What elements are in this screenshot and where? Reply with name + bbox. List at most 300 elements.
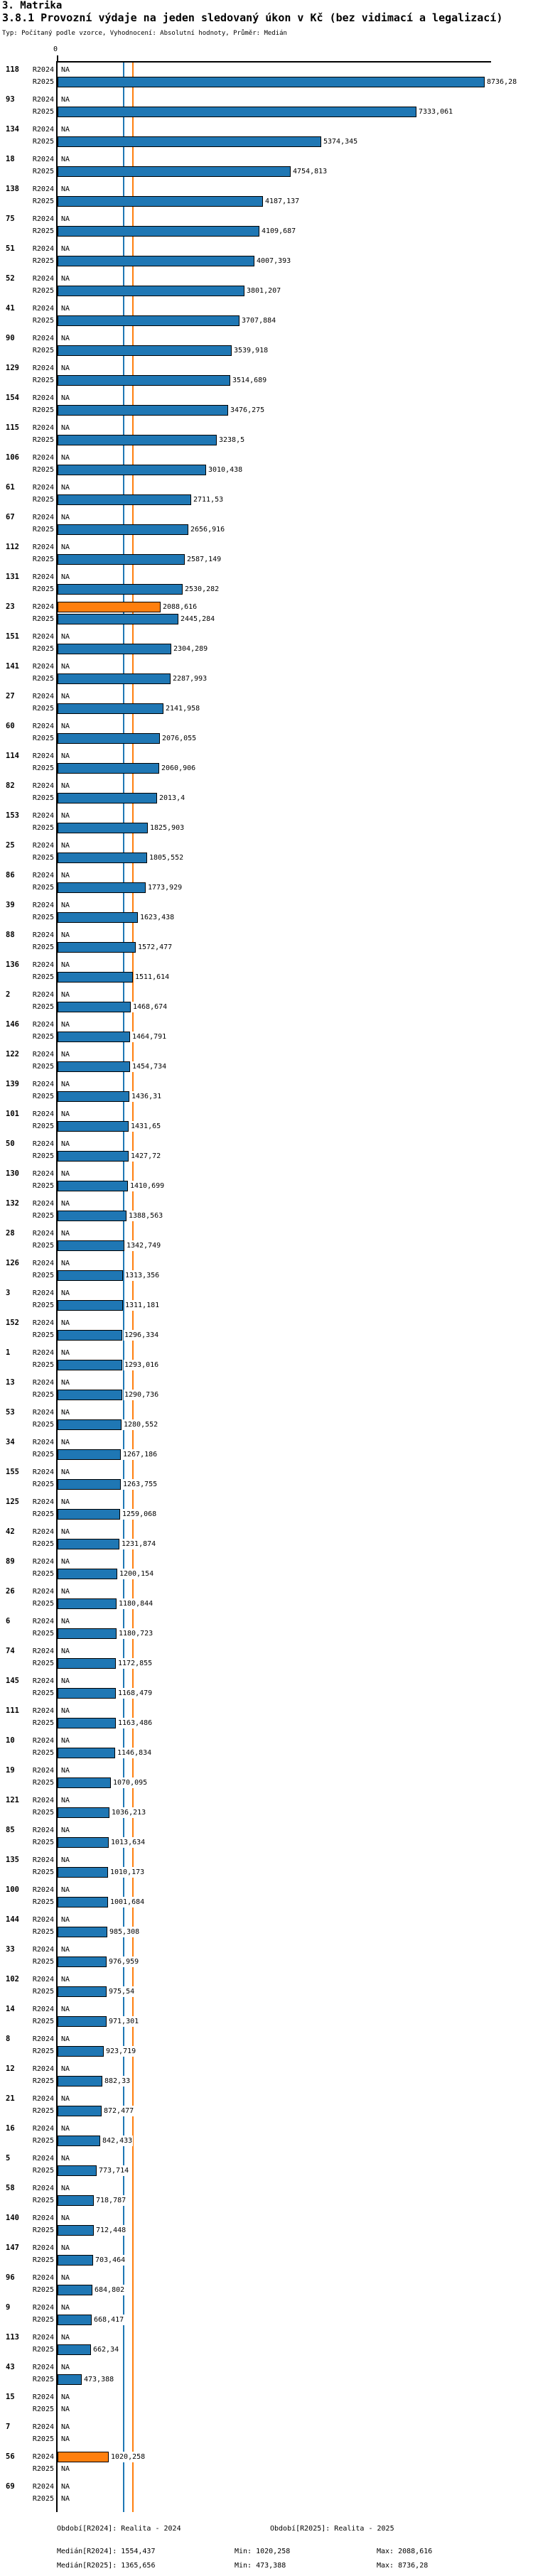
series-label-r2025: R2025 [32,735,54,742]
bar-group [0,1974,533,1997]
group-id-label: 89 [6,1557,15,1566]
bar-group [0,274,533,296]
series-label-r2024: R2024 [32,1856,54,1864]
value-label: 2013,4 [159,794,185,802]
series-label-r2025: R2025 [32,2405,54,2413]
series-label-r2025: R2025 [32,2018,54,2025]
group-id-label: 121 [6,1796,19,1804]
bar-group [0,2362,533,2385]
group-id-label: 131 [6,573,19,581]
bar-r2025 [58,1897,108,1907]
value-label: 3514,689 [232,377,267,384]
group-id-label: 111 [6,1706,19,1715]
na-label: NA [61,215,70,223]
series-label-r2025: R2025 [32,1033,54,1041]
value-label: 1436,31 [131,1093,162,1100]
series-label-r2024: R2024 [32,2185,54,2192]
series-label-r2025: R2025 [32,1898,54,1906]
bar-group [0,751,533,774]
group-id-label: 113 [6,2333,19,2342]
bar-group [0,1139,533,1162]
na-label: NA [61,902,70,909]
series-label-r2024: R2024 [32,2095,54,2103]
series-label-r2024: R2024 [32,1618,54,1625]
bar-r2025 [58,644,171,654]
na-label: NA [61,1289,70,1297]
bar-r2025 [58,315,239,326]
value-label: 703,464 [95,2256,126,2264]
series-label-r2025: R2025 [32,585,54,593]
na-label: NA [61,484,70,492]
na-label: NA [61,2155,70,2163]
bar-r2025 [58,972,133,983]
bar-group [0,2302,533,2325]
series-label-r2025: R2025 [32,1749,54,1757]
group-id-label: 16 [6,2124,15,2133]
bar-group [0,1228,533,1251]
bar-group [0,2243,533,2266]
series-label-r2025: R2025 [32,1660,54,1667]
series-label-r2025: R2025 [32,1361,54,1369]
bar-group [0,1348,533,1370]
group-id-label: 56 [6,2452,15,2461]
series-label-r2025: R2025 [32,227,54,235]
value-label: 1572,477 [138,943,173,951]
series-label-r2025: R2025 [32,138,54,146]
group-id-label: 138 [6,185,19,193]
na-label: NA [61,1230,70,1238]
na-label: NA [61,782,70,790]
series-label-r2025: R2025 [32,317,54,325]
group-id-label: 96 [6,2273,15,2282]
bar-r2025 [58,2136,100,2146]
group-id-label: 135 [6,1856,19,1864]
value-label: 1180,723 [119,1630,154,1638]
median-r2025-label: Medián[R2025]: 1365,656 [57,2562,156,2570]
series-label-r2024: R2024 [32,126,54,134]
bar-r2025 [58,1509,120,1520]
series-label-r2024: R2024 [32,723,54,730]
na-label: NA [61,723,70,730]
bar-r2025 [58,1419,122,1430]
na-label: NA [61,1976,70,1984]
na-label: NA [61,2465,70,2473]
na-label: NA [61,2185,70,2192]
na-label: NA [61,394,70,402]
group-id-label: 33 [6,1945,15,1954]
group-id-label: 146 [6,1020,19,1029]
bar-group [0,542,533,565]
na-label: NA [61,335,70,342]
bar-r2025 [58,1121,129,1132]
series-label-r2024: R2024 [32,2006,54,2013]
na-label: NA [61,752,70,760]
bar-group [0,1616,533,1639]
group-id-label: 12 [6,2064,15,2073]
bar-group [0,2422,533,2445]
value-label: 1168,479 [118,1689,153,1697]
bar-r2025 [58,1091,129,1102]
bar-group [0,1527,533,1549]
group-id-label: 140 [6,2214,19,2222]
bar-group [0,840,533,863]
value-label: 7333,061 [419,108,453,116]
bar-group [0,124,533,147]
na-label: NA [61,1170,70,1178]
value-label: 1311,181 [125,1301,160,1309]
series-label-r2025: R2025 [32,78,54,86]
series-label-r2024: R2024 [32,931,54,939]
series-label-r2025: R2025 [32,1063,54,1071]
series-label-r2025: R2025 [32,2047,54,2055]
series-label-r2025: R2025 [32,1928,54,1936]
series-label-r2024: R2024 [32,633,54,641]
bar-group [0,1825,533,1848]
bar-r2025 [58,524,188,535]
group-id-label: 130 [6,1169,19,1178]
value-label: 1280,552 [124,1421,158,1429]
series-label-r2024: R2024 [32,2244,54,2252]
value-label: 1805,552 [149,854,184,862]
series-label-r2025: R2025 [32,1421,54,1429]
bar-r2025 [58,703,163,714]
na-label: NA [61,1200,70,1208]
bar-r2025 [58,2046,104,2057]
series-label-r2024: R2024 [32,2304,54,2312]
bar-group [0,781,533,803]
value-label: 2088,616 [163,603,198,611]
series-label-r2025: R2025 [32,347,54,355]
na-label: NA [61,1140,70,1148]
group-id-label: 1 [6,1348,11,1357]
bar-r2025 [58,375,230,386]
series-label-r2025: R2025 [32,675,54,683]
group-id-label: 25 [6,841,15,850]
series-label-r2025: R2025 [32,2197,54,2204]
bar-r2025 [58,465,206,475]
bar-chart [0,45,533,2512]
series-label-r2025: R2025 [32,1391,54,1399]
series-label-r2025: R2025 [32,1958,54,1966]
na-label: NA [61,1528,70,1536]
value-label: 4109,687 [262,227,296,235]
value-label: 882,33 [104,2077,131,2085]
series-label-r2024: R2024 [32,1260,54,1267]
na-label: NA [61,1468,70,1476]
series-label-r2024: R2024 [32,782,54,790]
bar-r2025 [58,2285,92,2295]
series-label-r2025: R2025 [32,2495,54,2503]
series-label-r2025: R2025 [32,1689,54,1697]
na-label: NA [61,1677,70,1685]
bar-r2025 [58,823,148,833]
bar-r2025 [58,853,147,863]
series-label-r2024: R2024 [32,215,54,223]
na-label: NA [61,2274,70,2282]
bar-group [0,721,533,744]
series-label-r2025: R2025 [32,615,54,623]
series-label-r2025: R2025 [32,496,54,504]
bar-r2025 [58,1748,115,1758]
group-id-label: 27 [6,692,15,700]
bar-r2025 [58,2374,82,2385]
value-label: 1010,173 [110,1868,145,1876]
value-label: 1293,016 [124,1361,159,1369]
na-label: NA [61,2423,70,2431]
series-label-r2024: R2024 [32,842,54,850]
na-label: NA [61,1707,70,1715]
bar-r2024 [58,2452,109,2462]
series-label-r2025: R2025 [32,1182,54,1190]
bar-r2025 [58,2195,94,2206]
value-label: 975,54 [109,1988,135,1996]
bar-r2025 [58,584,183,595]
value-label: 976,959 [109,1958,139,1966]
group-id-label: 86 [6,871,15,880]
value-label: 4754,813 [293,168,328,175]
series-label-r2024: R2024 [32,1051,54,1059]
bar-group [0,423,533,445]
group-id-label: 82 [6,781,15,790]
bar-group [0,2452,533,2474]
series-label-r2025: R2025 [32,377,54,384]
series-label-r2025: R2025 [32,1122,54,1130]
bar-group [0,1706,533,1728]
bar-group [0,1944,533,1967]
na-label: NA [61,1856,70,1864]
series-label-r2025: R2025 [32,705,54,713]
value-label: 3801,207 [247,287,281,295]
group-id-label: 7 [6,2423,11,2431]
na-label: NA [61,2405,70,2413]
value-label: 1200,154 [119,1570,154,1578]
bar-group [0,2213,533,2236]
series-label-r2024: R2024 [32,1439,54,1446]
bar-r2025 [58,256,254,266]
value-label: 1313,356 [125,1272,160,1279]
value-label: 1263,755 [123,1481,158,1488]
value-label: 872,477 [104,2107,134,2115]
na-label: NA [61,872,70,880]
group-id-label: 43 [6,2363,15,2371]
series-label-r2025: R2025 [32,1988,54,1996]
value-label: 1825,903 [150,824,185,832]
series-label-r2024: R2024 [32,1409,54,1417]
group-id-label: 5 [6,2154,11,2163]
group-id-label: 3 [6,1289,11,1297]
series-label-r2025: R2025 [32,973,54,981]
group-id-label: 141 [6,662,19,671]
value-label: 1172,855 [118,1660,153,1667]
series-label-r2025: R2025 [32,1630,54,1638]
bar-r2025 [58,614,178,624]
series-label-r2024: R2024 [32,2065,54,2073]
bar-group [0,2094,533,2116]
value-label: 1454,734 [132,1063,167,1071]
bar-r2025 [58,1598,117,1609]
na-label: NA [61,1110,70,1118]
group-id-label: 23 [6,602,15,611]
na-label: NA [61,2095,70,2103]
bar-r2025 [58,1360,122,1370]
na-label: NA [61,1827,70,1834]
series-label-r2025: R2025 [32,2077,54,2085]
series-label-r2025: R2025 [32,526,54,534]
bar-r2025 [58,77,485,87]
series-label-r2025: R2025 [32,1242,54,1250]
value-label: 2711,53 [193,496,224,504]
series-label-r2025: R2025 [32,764,54,772]
na-label: NA [61,2393,70,2401]
value-label: 2656,916 [190,526,225,534]
value-label: 1431,65 [131,1122,161,1130]
value-label: 1001,684 [110,1898,145,1906]
series-label-r2024: R2024 [32,663,54,671]
group-id-label: 129 [6,364,19,372]
series-label-r2025: R2025 [32,287,54,295]
bar-r2025 [58,1628,117,1639]
series-label-r2025: R2025 [32,2376,54,2383]
series-label-r2025: R2025 [32,2226,54,2234]
value-label: 5374,345 [323,138,358,146]
series-label-r2024: R2024 [32,991,54,999]
bar-r2025 [58,2165,97,2176]
series-label-r2025: R2025 [32,2465,54,2473]
group-id-label: 15 [6,2393,15,2401]
bar-r2025 [58,1181,128,1191]
na-label: NA [61,364,70,372]
group-id-label: 112 [6,543,19,551]
series-label-r2024: R2024 [32,1468,54,1476]
series-label-r2025: R2025 [32,406,54,414]
bar-group [0,632,533,654]
series-label-r2024: R2024 [32,812,54,820]
series-label-r2024: R2024 [32,1827,54,1834]
group-id-label: 21 [6,2094,15,2103]
group-id-label: 155 [6,1468,19,1476]
value-label: 2587,149 [187,556,222,563]
group-id-label: 139 [6,1080,19,1088]
series-label-r2025: R2025 [32,257,54,265]
series-label-r2024: R2024 [32,961,54,969]
series-label-r2024: R2024 [32,275,54,283]
na-label: NA [61,1588,70,1596]
value-label: 2304,289 [173,645,208,653]
series-label-r2024: R2024 [32,185,54,193]
bar-r2025 [58,136,321,147]
series-label-r2024: R2024 [32,1886,54,1894]
bar-group [0,244,533,266]
group-id-label: 51 [6,244,15,253]
x-axis-line [57,61,491,63]
bar-group [0,960,533,983]
bar-group [0,1079,533,1102]
group-id-label: 6 [6,1617,11,1625]
na-label: NA [61,126,70,134]
series-label-r2024: R2024 [32,1976,54,1984]
bar-r2025 [58,1986,107,1997]
series-label-r2025: R2025 [32,1152,54,1160]
bar-group [0,811,533,833]
bar-r2025 [58,1569,117,1579]
series-label-r2024: R2024 [32,454,54,462]
series-label-r2024: R2024 [32,2155,54,2163]
series-label-r2024: R2024 [32,1021,54,1029]
group-id-label: 61 [6,483,15,492]
bar-r2025 [58,1807,109,1818]
group-id-label: 93 [6,95,15,104]
bar-group [0,1378,533,1400]
bar-group [0,1318,533,1341]
bar-group [0,990,533,1012]
series-label-r2024: R2024 [32,424,54,432]
series-label-r2025: R2025 [32,943,54,951]
na-label: NA [61,693,70,700]
value-label: 2076,055 [162,735,197,742]
series-label-r2025: R2025 [32,436,54,444]
series-label-r2024: R2024 [32,335,54,342]
na-label: NA [61,185,70,193]
max-r2025-label: Max: 8736,28 [377,2562,429,2570]
series-label-r2024: R2024 [32,1230,54,1238]
value-label: 1163,486 [118,1719,153,1727]
series-label-r2024: R2024 [32,1170,54,1178]
bar-r2025 [58,107,416,117]
group-id-label: 9 [6,2303,11,2312]
series-label-r2024: R2024 [32,2274,54,2282]
bar-r2025 [58,2315,92,2325]
na-label: NA [61,2435,70,2443]
series-label-r2025: R2025 [32,1719,54,1727]
value-label: 1070,095 [113,1779,148,1787]
bar-r2025 [58,1867,108,1878]
value-label: 2141,958 [166,705,200,713]
na-label: NA [61,842,70,850]
series-label-r2024: R2024 [32,484,54,492]
bar-r2025 [58,1211,126,1221]
series-label-r2024: R2024 [32,693,54,700]
series-label-r2024: R2024 [32,2483,54,2491]
value-label: 2060,906 [161,764,196,772]
bar-group [0,363,533,386]
value-label: 773,714 [99,2167,129,2175]
na-label: NA [61,1021,70,1029]
bar-group [0,1049,533,1072]
series-label-r2024: R2024 [32,2453,54,2461]
na-label: NA [61,1319,70,1327]
bar-r2025 [58,912,138,923]
bar-r2025 [58,494,191,505]
na-label: NA [61,2214,70,2222]
series-label-r2024: R2024 [32,1558,54,1566]
value-label: 1267,186 [123,1451,158,1459]
bar-group [0,1795,533,1818]
na-label: NA [61,1260,70,1267]
value-label: 3010,438 [208,466,243,474]
bar-r2025 [58,1151,129,1162]
group-id-label: 67 [6,513,15,521]
bar-r2025 [58,1479,121,1490]
group-id-label: 118 [6,65,19,74]
value-label: 985,308 [109,1928,140,1936]
value-label: 2530,282 [185,585,220,593]
bar-group [0,1855,533,1878]
value-label: 1013,634 [111,1839,146,1846]
bar-r2025 [58,2106,102,2116]
x-axis-zero-label: 0 [53,45,58,53]
series-label-r2025: R2025 [32,854,54,862]
value-label: 662,34 [93,2346,119,2354]
